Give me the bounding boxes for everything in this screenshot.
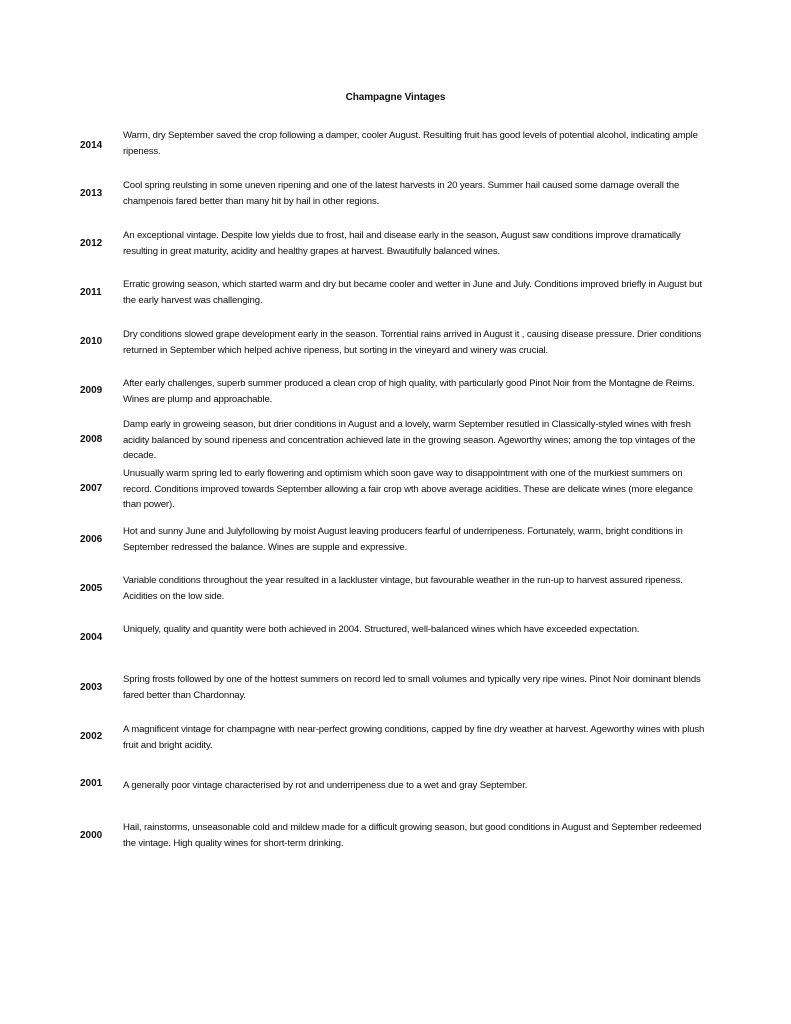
vintage-description: A generally poor vintage characterised by rot and underripeness due to a wet and gray September.	[123, 780, 528, 791]
vintage-year: 2012	[80, 238, 103, 249]
vintage-year: 2005	[80, 583, 103, 594]
vintage-description: Erratic growing season, which started warm and dry but became cooler and wetter in June and July. Conditions improved briefly in August but the early harvest was challenging.	[123, 279, 702, 306]
vintage-year: 2010	[80, 336, 103, 347]
vintage-description: Spring frosts followed by one of the hottest summers on record led to small volumes and typically very ripe wines. Pinot Noir dominant blends fared better than Chardonnay.	[123, 674, 701, 701]
vintage-year: 2004	[80, 632, 103, 643]
vintage-year: 2007	[80, 483, 103, 494]
vintage-description: Cool spring reulsting in some uneven ripening and one of the latest harvests in 20 years. Summer hail caused some damage overall the champenois fared better than many hit by hail in other regions.	[123, 180, 680, 207]
vintage-year: 2013	[80, 188, 103, 199]
vintage-description: Warm, dry September saved the crop following a damper, cooler August. Resulting fruit has good levels of potential alcohol, indicating ample ripeness.	[123, 130, 698, 157]
vintage-year: 2001	[80, 778, 103, 789]
vintage-year: 2006	[80, 534, 103, 545]
vintage-year: 2014	[80, 140, 103, 151]
vintage-description: Hot and sunny June and Julyfollowing by moist August leaving producers fearful of underripeness. Fortunately, warm, bright conditions in September redressed the balance. Wines are supple and expressive.	[123, 526, 683, 553]
vintage-description: A magnificent vintage for champagne with near-perfect growing conditions, capped by fine dry weather at harvest. Ageworthy wines with plush fruit and bright acidity.	[123, 724, 705, 751]
vintage-year: 2000	[80, 830, 103, 841]
vintage-description: Unusually warm spring led to early flowering and optimism which soon gave way to disappointment with one of the murkiest summers on record. Conditions improved towards September allowing a fair crop wth above average acidities. These are delicate wines (more elegance than power).	[123, 468, 693, 510]
vintage-description: An exceptional vintage. Despite low yields due to frost, hail and disease early in the season, August saw conditions improve dramatically resulting in great maturity, acidity and healthy grapes at harvest. Bwautifully balanced wines.	[123, 230, 681, 257]
vintage-description: Dry conditions slowed grape development early in the season. Torrential rains arrived in August it , causing disease pressure. Drier conditions returned in September which helped achive ripeness, but sorting in the vineyard and winery was crucial.	[123, 329, 702, 356]
vintage-year: 2002	[80, 731, 103, 742]
vintage-description: Damp early in groweing season, but drier conditions in August and a lovely, warm September resutled in Classically-styled wines with fresh acidity balanced by sound ripeness and concentration achieved late in the growing season. Ageworthy wines; among the top vintages of the decade.	[123, 419, 696, 461]
vintage-description: Uniquely, quality and quantity were both achieved in 2004. Structured, well-balanced wines which have exceeded expectation.	[123, 624, 640, 635]
vintage-year: 2011	[80, 287, 102, 298]
vintage-year: 2009	[80, 385, 103, 396]
page-title: Champagne Vintages	[345, 92, 446, 103]
vintage-description: After early challenges, superb summer produced a clean crop of high quality, with particularly good Pinot Noir from the Montagne de Reims. Wines are plump and approachable.	[123, 378, 695, 405]
vintage-description: Variable conditions throughout the year resulted in a lackluster vintage, but favourable weather in the run-up to harvest assured ripeness. Acidities on the low side.	[123, 575, 683, 602]
vintage-year: 2008	[80, 434, 103, 445]
vintage-year: 2003	[80, 682, 103, 693]
vintage-description: Hail, rainstorms, unseasonable cold and mildew made for a difficult growing season, but good conditions in August and September redeemed the vintage. High quality wines for short-term drinking.	[123, 822, 702, 849]
